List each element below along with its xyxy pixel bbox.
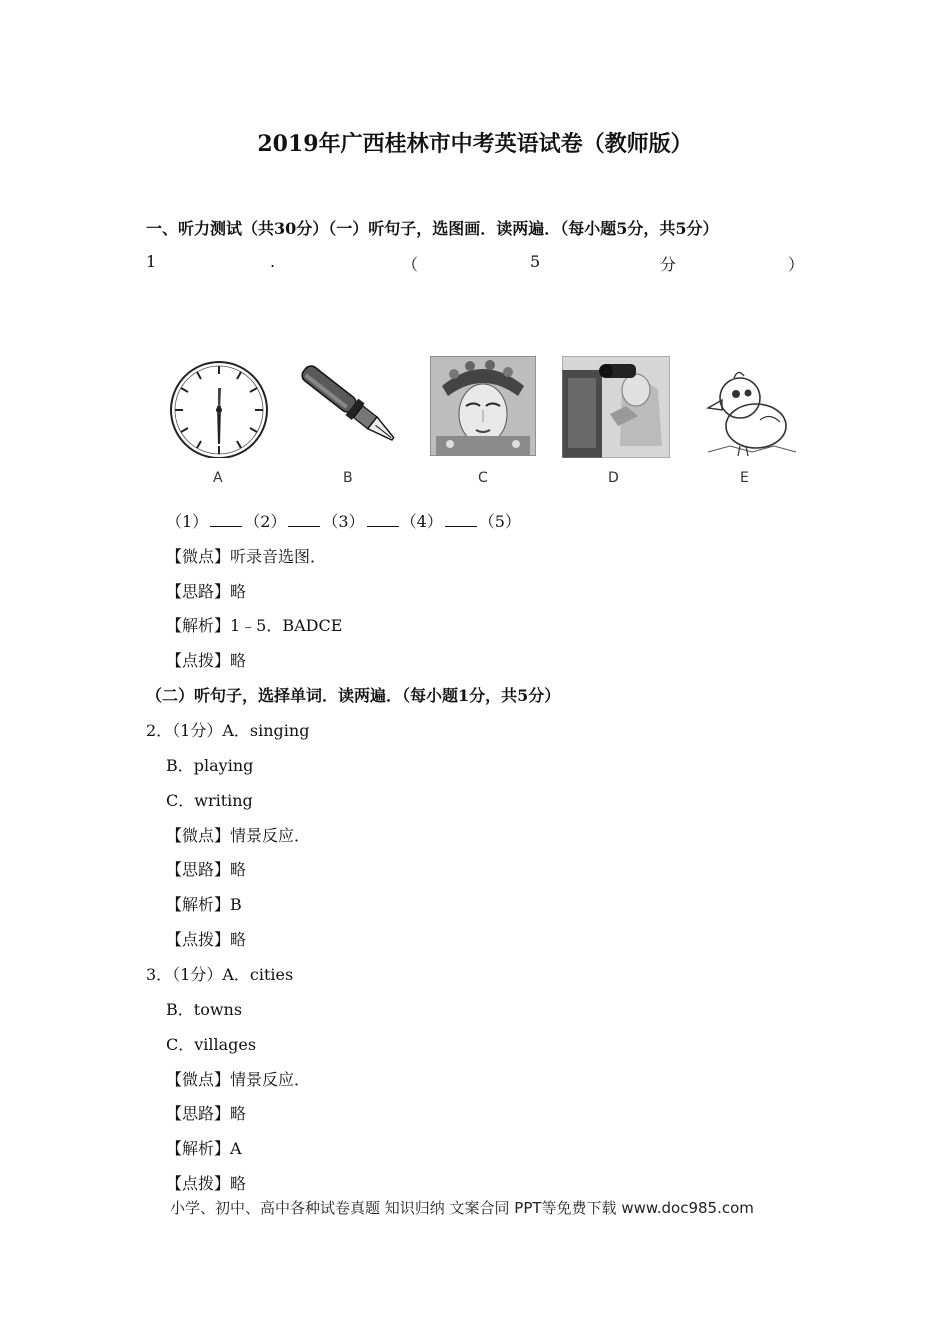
q2-option-b: B．playing <box>166 756 254 775</box>
q1-rparen: ） <box>788 255 805 274</box>
q3-option-b: B．towns <box>166 1000 243 1019</box>
answer-blank-1[interactable] <box>210 512 242 527</box>
blank-label-4: （4） <box>400 512 443 531</box>
clock-icon <box>165 348 275 458</box>
section2-heading: （二）听句子，选择单词．读两遍．（每小题1分，共5分） <box>146 686 561 705</box>
q3-tip: 【点拨】略 <box>166 1174 247 1193</box>
q2-stem: 2．（1分）A．singing <box>146 721 310 740</box>
answer-blank-3[interactable] <box>367 512 399 527</box>
picture-label-d: D <box>608 470 619 486</box>
footer-banner[interactable]: 小学、初中、高中各种试卷真题 知识归纳 文案合同 PPT等免费下载 www.doc985.com <box>170 1199 754 1217</box>
q2-option-c: C．writing <box>166 791 253 810</box>
picture-label-a: A <box>213 470 223 486</box>
q1-tip: 【点拨】略 <box>166 651 247 670</box>
picture-label-b: B <box>343 470 353 486</box>
q1-dot: . <box>270 252 276 271</box>
q3-micro-point: 【微点】情景反应． <box>166 1070 311 1089</box>
answer-blank-2[interactable] <box>288 512 320 527</box>
blank-label-3: （3） <box>322 512 365 531</box>
picture-label-c: C <box>478 470 488 486</box>
page-title: 2019年广西桂林市中考英语试卷（教师版） <box>257 131 693 157</box>
answer-blanks-row <box>166 509 521 532</box>
q3-answer: 【解析】A <box>166 1139 242 1158</box>
q3-option-c: C．villages <box>166 1035 257 1054</box>
fountain-pen-icon <box>295 348 405 463</box>
q3-stem: 3．（1分）A．cities <box>146 965 294 984</box>
opera-mask-photo <box>430 356 536 456</box>
q3-approach: 【思路】略 <box>166 1104 247 1123</box>
q1-number: 1 <box>146 252 157 271</box>
blank-label-2: （2） <box>244 512 287 531</box>
q2-approach: 【思路】略 <box>166 860 247 879</box>
q1-approach: 【思路】略 <box>166 582 247 601</box>
q2-micro-point: 【微点】情景反应． <box>166 826 311 845</box>
chick-icon <box>700 360 800 460</box>
q2-answer: 【解析】B <box>166 895 242 914</box>
binoculars-photo <box>562 356 670 458</box>
picture-label-e: E <box>740 470 749 486</box>
section1-heading: 一、听力测试（共30分）（一）听句子，选图画．读两遍．（每小题5分，共5分） <box>146 219 719 238</box>
q1-answer: 【解析】1﹣5．BADCE <box>166 616 343 635</box>
answer-blank-4[interactable] <box>445 512 477 527</box>
q1-unit: 分 <box>660 255 677 274</box>
q1-lparen: （ <box>402 255 419 274</box>
q1-points: 5 <box>530 252 541 271</box>
blank-label-1: （1） <box>166 512 209 531</box>
q2-tip: 【点拨】略 <box>166 930 247 949</box>
blank-label-5: （5） <box>478 512 521 531</box>
q1-micro-point: 【微点】听录音选图． <box>166 547 327 566</box>
